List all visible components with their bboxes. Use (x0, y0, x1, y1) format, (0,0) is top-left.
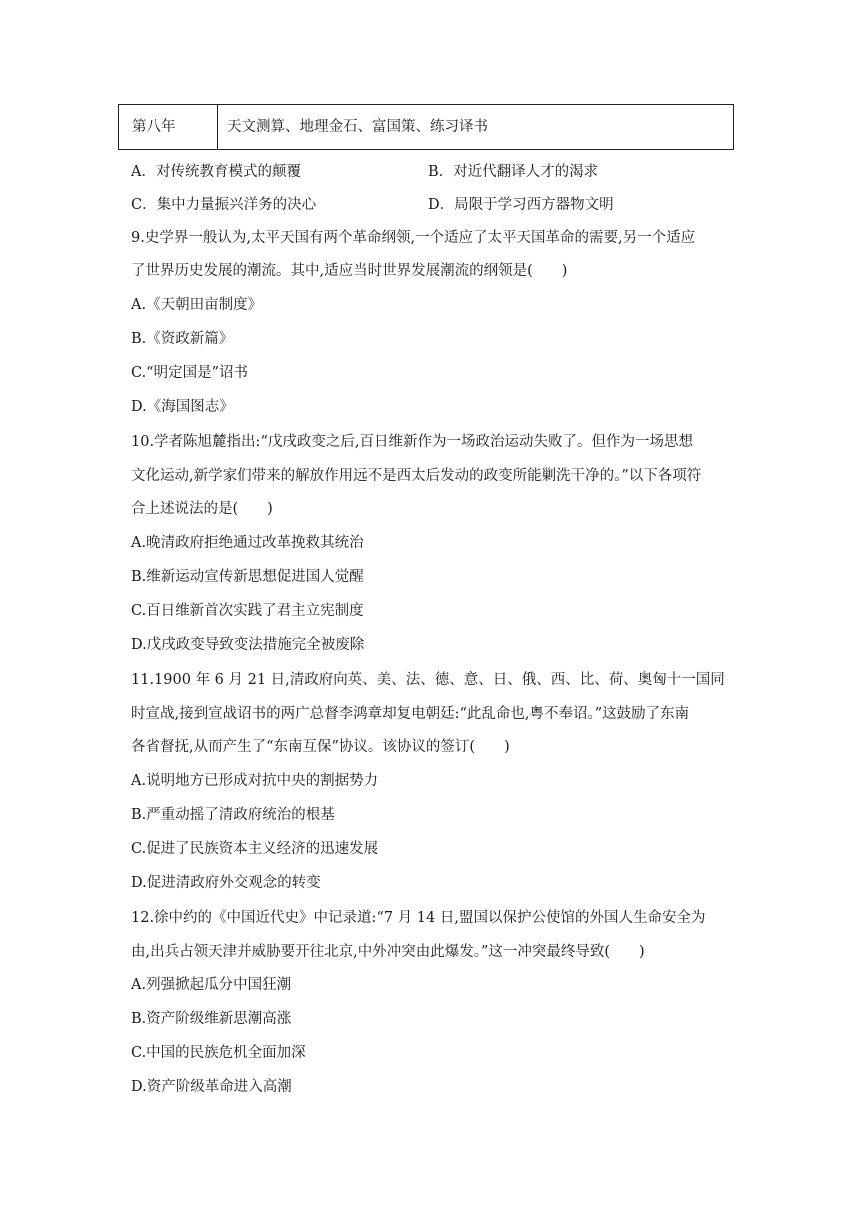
q12-option-d: D.资产阶级革命进入高潮 (131, 1079, 292, 1095)
q9-option-b: B.《资政新篇》 (131, 331, 234, 347)
q8-options-row-2 (131, 193, 731, 214)
q10-stem-line-1: 10.学者陈旭麓指出:“戊戌政变之后,百日维新作为一场政治运动失败了。但作为一场思想 (131, 434, 693, 450)
q11-stem-line-1: 11.1900 年 6 月 21 日,清政府向英、美、法、德、意、日、俄、西、比、荷、奥匈十一国同 (131, 672, 725, 688)
q8-options-row-1 (131, 160, 731, 181)
table-row-label: 第八年 (119, 105, 218, 149)
q10-option-c: C.百日维新首次实践了君主立宪制度 (131, 603, 364, 619)
q8-option-a: A．对传统教育模式的颠覆 (131, 164, 301, 180)
q11-option-c: C.促进了民族资本主义经济的迅速发展 (131, 841, 379, 857)
q10-option-a: A.晚清政府拒绝通过改革挽救其统治 (131, 535, 364, 551)
q12-stem-line-1: 12.徐中约的《中国近代史》中记录道:“7 月 14 日,盟国以保护公使馆的外国人生命安全为 (131, 910, 706, 926)
q10-option-b: B.维新运动宣传新思想促进国人觉醒 (131, 569, 364, 585)
q11-option-b: B.严重动摇了清政府统治的根基 (131, 807, 335, 823)
q9-stem-line-1: 9.史学界一般认为,太平天国有两个革命纲领,一个适应了太平天国革命的需要,另一个适应 (131, 230, 696, 246)
q11-option-d: D.促进清政府外交观念的转变 (131, 875, 321, 891)
q12-option-a: A.列强掀起瓜分中国狂潮 (131, 977, 292, 993)
curriculum-table (118, 104, 734, 150)
q11-option-a: A.说明地方已形成对抗中央的割据势力 (131, 773, 379, 789)
q8-option-d: D．局限于学习西方器物文明 (428, 197, 614, 213)
q8-option-c: C．集中力量振兴洋务的决心 (131, 197, 317, 213)
q11-stem-line-3: 各省督抚,从而产生了“东南互保”协议。该协议的签订( ) (131, 739, 510, 755)
q12-option-c: C.中国的民族危机全面加深 (131, 1045, 306, 1061)
q9-option-d: D.《海国图志》 (131, 399, 234, 415)
q9-option-c: C.“明定国是”诏书 (131, 365, 249, 381)
q10-stem-line-2: 文化运动,新学家们带来的解放作用远不是西太后发动的政变所能剿洗干净的。”以下各项符 (131, 468, 702, 484)
q12-stem-line-2: 由,出兵占领天津并威胁要开往北京,中外冲突由此爆发。”这一冲突最终导致( ) (131, 944, 645, 960)
table-row-content: 天文测算、地理金石、富国策、练习译书 (227, 119, 488, 135)
q12-option-b: B.资产阶级维新思潮高涨 (131, 1011, 292, 1027)
q9-option-a: A.《天朝田亩制度》 (131, 297, 263, 313)
q11-stem-line-2: 时宣战,接到宣战诏书的两广总督李鸿章却复电朝廷:“此乱命也,粤不奉诏。”这鼓励了东南 (131, 706, 690, 722)
q10-option-d: D.戊戌政变导致变法措施完全被废除 (131, 637, 365, 653)
q8-option-b: B．对近代翻译人才的渴求 (428, 164, 599, 180)
q9-stem-line-2: 了世界历史发展的潮流。其中,适应当时世界发展潮流的纲领是( ) (131, 263, 568, 279)
q10-stem-line-3: 合上述说法的是( ) (131, 501, 273, 517)
